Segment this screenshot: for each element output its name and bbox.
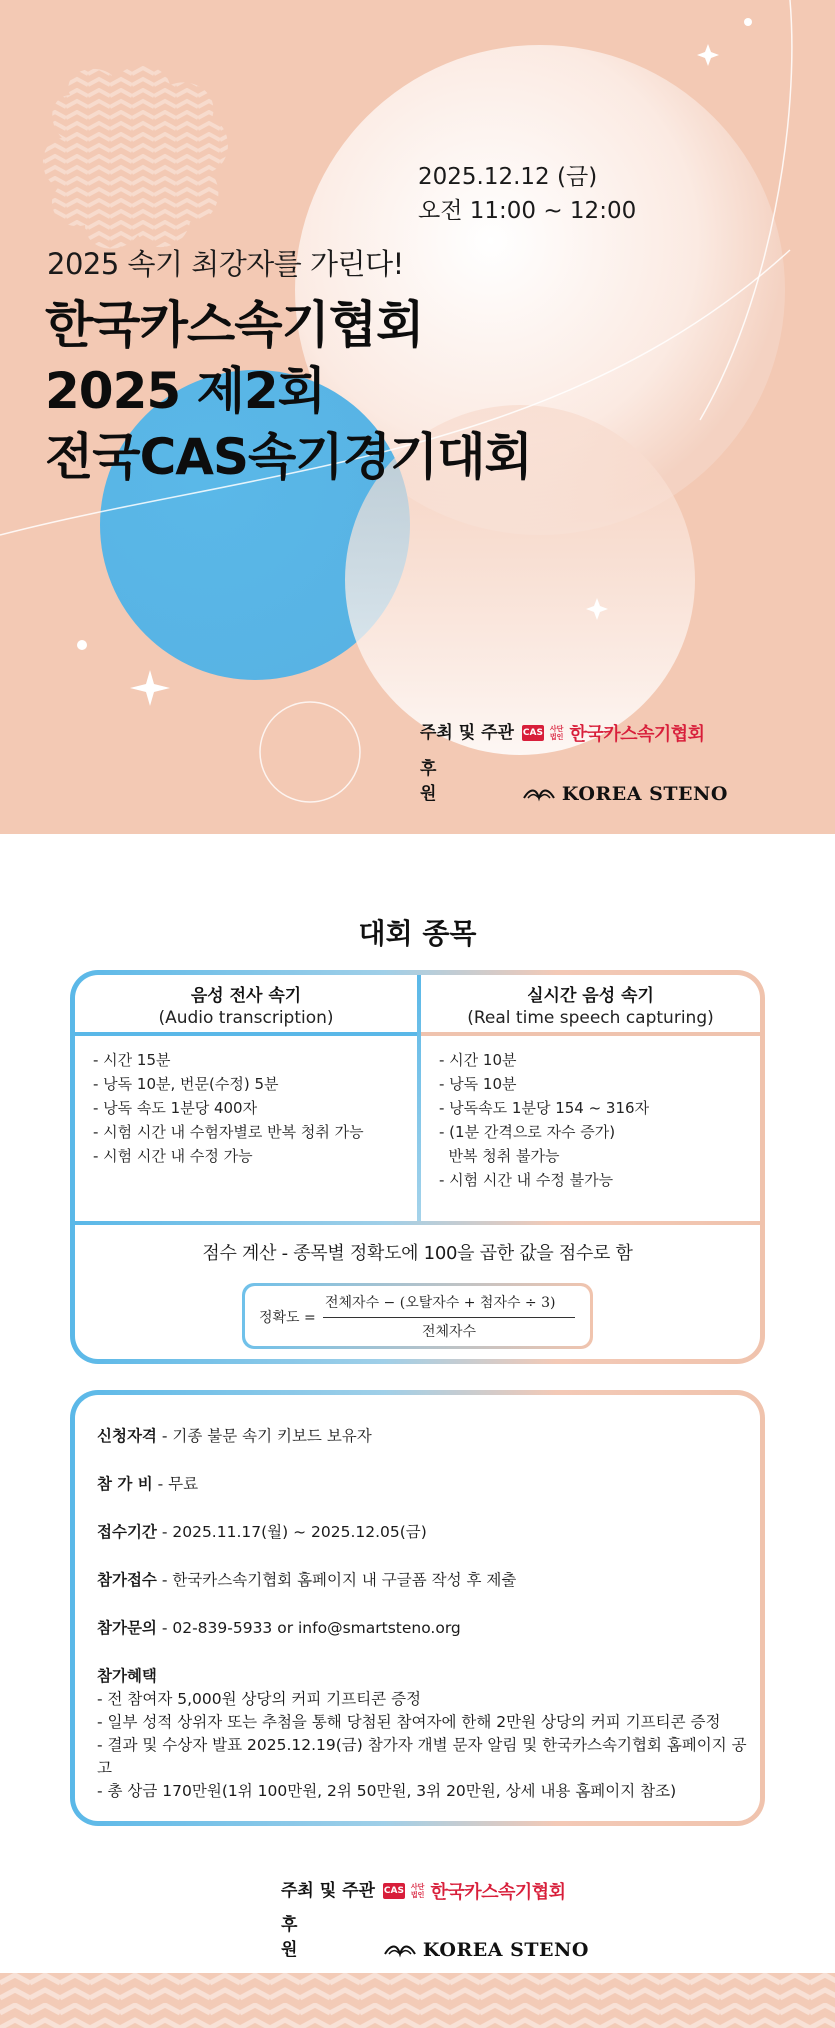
event-left-item: - 낭독 10분, 번문(수정) 5분 [93, 1075, 279, 1093]
footer-sponsor-row [281, 1910, 589, 1961]
hero-banner [0, 0, 835, 834]
event-right-item: - 낭독 10분 [439, 1075, 517, 1093]
event-right-subtitle: (Real time speech capturing) [467, 1008, 714, 1028]
events-box-inner [75, 975, 760, 1359]
hero-title-line-2: 2025 제2회 [45, 362, 325, 420]
event-realtime-capturing [421, 975, 760, 1192]
leaf-icon [522, 784, 556, 804]
hero-host-row [420, 718, 705, 746]
info-label: 참가접수 [97, 1571, 157, 1589]
event-date [418, 160, 636, 228]
accuracy-formula [242, 1283, 593, 1349]
info-value: - 2025.11.17(월) ~ 2025.12.05(금) [156, 1523, 427, 1541]
cas-name: 한국카스속기협회 [430, 1882, 566, 1903]
footer-korea-steno-logo [383, 1939, 589, 1961]
info-box [70, 1390, 765, 1826]
event-left-item: - 시간 15분 [93, 1051, 171, 1069]
info-registration-period [97, 1521, 760, 1543]
footer-host-label: 주최 및 주관 [281, 1881, 375, 1901]
cas-corp-label: 사단 법인 [410, 1883, 425, 1899]
event-date-day: 2025.12.12 (금) [418, 164, 598, 190]
event-left-item: - 시험 시간 내 수험자별로 반복 청취 가능 [93, 1123, 364, 1141]
outline-circle [260, 702, 360, 802]
event-right-title: 실시간 음성 속기 [527, 986, 654, 1006]
event-left-details [75, 1036, 417, 1168]
event-left-item: - 시험 시간 내 수정 가능 [93, 1147, 253, 1165]
hero-title-line-1: 한국카스속기협회 [45, 296, 424, 354]
info-value: - 한국카스속기협회 홈페이지 내 구글폼 작성 후 제출 [156, 1571, 517, 1589]
info-contact [97, 1617, 760, 1639]
info-label: 접수기간 [97, 1523, 157, 1541]
score-text: 점수 계산 - 종목별 정확도에 100을 곱한 값을 점수로 함 [202, 1243, 633, 1264]
event-right-item: - 시간 10분 [439, 1051, 517, 1069]
formula-lhs: 정확도 = [259, 1310, 316, 1326]
korea-steno-logo [522, 783, 728, 805]
formula-denominator: 전체자수 [421, 1324, 477, 1340]
cas-mark-icon: CAS [522, 725, 544, 741]
info-value: - 02-839-5933 or info@smartsteno.org [156, 1619, 461, 1637]
pattern-blob [43, 66, 228, 249]
sponsor-label: 후원 [420, 759, 475, 804]
host-label: 주최 및 주관 [420, 723, 514, 743]
bottom-pattern-band [0, 1973, 835, 2028]
hero-title [45, 292, 532, 490]
event-right-item: - (1분 간격으로 자수 증가) [439, 1123, 616, 1141]
cas-name: 한국카스속기협회 [569, 724, 705, 745]
cas-logo [522, 720, 705, 746]
hero-title-line-3: 전국CAS속기경기대회 [45, 428, 532, 486]
benefits-title: 참가혜택 [97, 1667, 157, 1685]
info-registration-method [97, 1569, 760, 1591]
event-audio-transcription [75, 975, 417, 1168]
formula-fraction-bar [323, 1317, 575, 1318]
events-box [70, 970, 765, 1364]
info-benefits [97, 1665, 760, 1803]
benefit-item: - 전 참여자 5,000원 상당의 커피 기프티콘 증정 [97, 1690, 422, 1708]
formula-numerator: 전체자수 − (오탈자수 + 첨자수 ÷ 3) [325, 1295, 556, 1311]
event-left-subtitle: (Audio transcription) [158, 1008, 334, 1028]
event-date-time: 오전 11:00 ~ 12:00 [418, 198, 637, 224]
events-section-title: 대회 종목 [358, 917, 477, 950]
cas-corp-label: 사단 법인 [549, 725, 564, 741]
chevron-pattern [0, 1973, 835, 2028]
event-right-header [421, 975, 760, 1036]
steno-name: KOREA STENO [561, 783, 728, 805]
leaf-icon [383, 1940, 417, 1960]
event-right-item: - 낭독속도 1분당 154 ~ 316자 [439, 1099, 650, 1117]
info-eligibility [97, 1425, 760, 1447]
info-value: - 무료 [152, 1475, 199, 1493]
info-value: - 기종 불문 속기 키보드 보유자 [156, 1427, 372, 1445]
event-right-item: 반복 청취 불가능 [439, 1147, 560, 1165]
footer-cas-logo [383, 1878, 566, 1904]
hero-sponsor-row [420, 754, 728, 805]
event-right-item: - 시험 시간 내 수정 불가능 [439, 1171, 614, 1189]
info-label: 신청자격 [97, 1427, 157, 1445]
benefit-item: - 총 상금 170만원(1위 100만원, 2위 50만원, 3위 20만원, 상세 내용 홈페이지 참조) [97, 1782, 677, 1800]
event-left-title: 음성 전사 속기 [190, 986, 302, 1006]
cas-mark-icon: CAS [383, 1883, 405, 1899]
benefit-item: - 결과 및 수상자 발표 2025.12.19(금) 참가자 개별 문자 알림 및 한국카스속기협회 홈페이지 공고 [97, 1736, 747, 1777]
info-details [97, 1425, 760, 1803]
info-label: 참 가 비 [97, 1475, 153, 1493]
steno-name: KOREA STENO [422, 1939, 589, 1961]
accuracy-formula-inner [245, 1286, 590, 1346]
benefit-item: - 일부 성적 상위자 또는 추첨을 통해 당첨된 참여자에 한해 2만원 상당의 커피 기프티콘 증정 [97, 1713, 721, 1731]
hero-subtitle: 2025 속기 최강자를 가린다! [47, 247, 404, 281]
event-left-header [75, 975, 417, 1036]
info-fee [97, 1473, 760, 1495]
info-label: 참가문의 [97, 1619, 157, 1637]
info-box-inner [75, 1395, 760, 1821]
event-right-details [421, 1036, 760, 1192]
event-left-item: - 낭독 속도 1분당 400자 [93, 1099, 258, 1117]
footer-sponsor-label: 후원 [281, 1915, 336, 1960]
score-section [75, 1225, 760, 1340]
footer-host-row [281, 1876, 566, 1904]
